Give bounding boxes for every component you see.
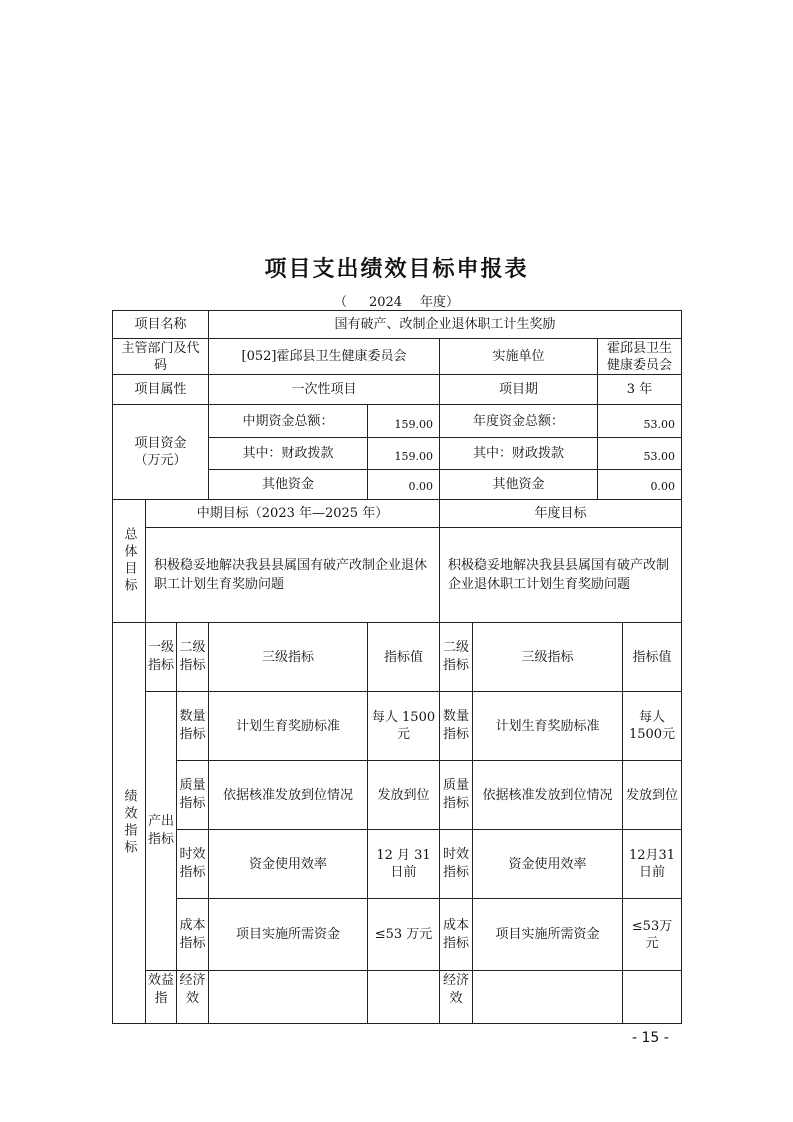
mid-other-label: 其他资金 xyxy=(208,469,368,500)
project-period-label: 项目期 xyxy=(439,374,598,405)
mid-fiscal-label: 其中：财政拨款 xyxy=(208,437,368,470)
table-row-annual-l3 xyxy=(472,970,623,1024)
table-row-annual-value xyxy=(622,970,682,1024)
impl-unit-label: 实施单位 xyxy=(439,338,598,375)
table-row-value: 12 月 31日前 xyxy=(367,829,440,899)
page-number: - 15 - xyxy=(632,1030,669,1046)
mid-goal-header: 中期目标（2023 年—2025 年） xyxy=(145,499,440,528)
table-row-l3: 依据核准发放到位情况 xyxy=(208,760,368,830)
annual-level2-header: 二级指标 xyxy=(439,622,473,692)
output-indicators-label: 产出指标 xyxy=(145,691,177,971)
table-row-l2: 数量指标 xyxy=(176,691,209,761)
table-row-l3: 计划生育奖励标准 xyxy=(208,691,368,761)
mid-value-header: 指标值 xyxy=(367,622,440,692)
table-row-l2: 经济效 xyxy=(176,970,209,1024)
mid-goal-text: 积极稳妥地解决我县县属国有破产改制企业退休职工计划生育奖励问题 xyxy=(145,527,440,623)
table-row-value xyxy=(367,970,440,1024)
project-period-value: 3 年 xyxy=(597,374,682,405)
table-row-annual-l2: 成本指标 xyxy=(439,898,473,971)
annual-goal-text: 积极稳妥地解决我县县属国有破产改制企业退休职工计划生育奖励问题 xyxy=(439,527,682,623)
table-row-l2: 质量指标 xyxy=(176,760,209,830)
table-row-l2: 成本指标 xyxy=(176,898,209,971)
table-row-l3: 资金使用效率 xyxy=(208,829,368,899)
annual-fiscal-label: 其中：财政拨款 xyxy=(439,437,598,470)
table-row-annual-value: 每人1500元 xyxy=(622,691,682,761)
page-title: 项目支出绩效目标申报表 xyxy=(264,257,529,282)
annual-value-header: 指标值 xyxy=(622,622,682,692)
table-row-l3: 项目实施所需资金 xyxy=(208,898,368,971)
overall-goals-label: 总体目标 xyxy=(112,499,146,623)
mid-total-value: 159.00 xyxy=(367,404,440,438)
table-row-annual-l2: 质量指标 xyxy=(439,760,473,830)
mid-level3-header: 三级指标 xyxy=(208,622,368,692)
year-value: 2024 xyxy=(368,295,403,310)
table-row-annual-l3: 依据核准发放到位情况 xyxy=(472,760,623,830)
funds-label: 项目资金 （万元） xyxy=(112,404,209,500)
table-row-l2: 时效指标 xyxy=(176,829,209,899)
annual-goal-header: 年度目标 xyxy=(439,499,682,528)
table-row-annual-l2: 时效指标 xyxy=(439,829,473,899)
table-row-annual-l3: 计划生育奖励标准 xyxy=(472,691,623,761)
table-row-l3 xyxy=(208,970,368,1024)
annual-other-value: 0.00 xyxy=(597,469,682,500)
mid-level1-header: 一级指标 xyxy=(145,622,177,692)
year-open-paren: （ xyxy=(333,295,347,310)
table-row-annual-value: 发放到位 xyxy=(622,760,682,830)
mid-level2-header: 二级指标 xyxy=(176,622,209,692)
mid-other-value: 0.00 xyxy=(367,469,440,500)
table-row-annual-value: 12月31日前 xyxy=(622,829,682,899)
project-attr-value: 一次性项目 xyxy=(208,374,440,405)
performance-indicators-label: 绩效指标 xyxy=(112,622,146,1024)
table-row-annual-l3: 项目实施所需资金 xyxy=(472,898,623,971)
mid-total-label: 中期资金总额： xyxy=(208,404,368,438)
mid-fiscal-value: 159.00 xyxy=(367,437,440,470)
dept-value: [052]霍邱县卫生健康委员会 xyxy=(208,338,440,375)
table-row-value: ≤53 万元 xyxy=(367,898,440,971)
table-row-annual-l3: 资金使用效率 xyxy=(472,829,623,899)
project-attr-label: 项目属性 xyxy=(112,374,209,405)
annual-fiscal-value: 53.00 xyxy=(597,437,682,470)
year-label: 年度） xyxy=(420,295,460,310)
annual-total-value: 53.00 xyxy=(597,404,682,438)
year-line xyxy=(0,291,793,310)
annual-other-label: 其他资金 xyxy=(439,469,598,500)
annual-level3-header: 三级指标 xyxy=(472,622,623,692)
annual-total-label: 年度资金总额： xyxy=(439,404,598,438)
table-row-annual-l2: 经济效 xyxy=(439,970,473,1024)
table-row-annual-l2: 数量指标 xyxy=(439,691,473,761)
table-row-value: 每人 1500元 xyxy=(367,691,440,761)
impl-unit-value: 霍邱县卫生健康委员会 xyxy=(597,338,682,375)
table-row-value: 发放到位 xyxy=(367,760,440,830)
performance-goal-table xyxy=(113,311,682,1024)
dept-label: 主管部门及代码 xyxy=(112,338,209,375)
project-name-label: 项目名称 xyxy=(112,310,209,339)
project-name-value: 国有破产、改制企业退休职工计生奖励 xyxy=(208,310,682,339)
table-row-annual-value: ≤53万元 xyxy=(622,898,682,971)
benefit-indicators-label: 效益指 xyxy=(145,970,177,1024)
